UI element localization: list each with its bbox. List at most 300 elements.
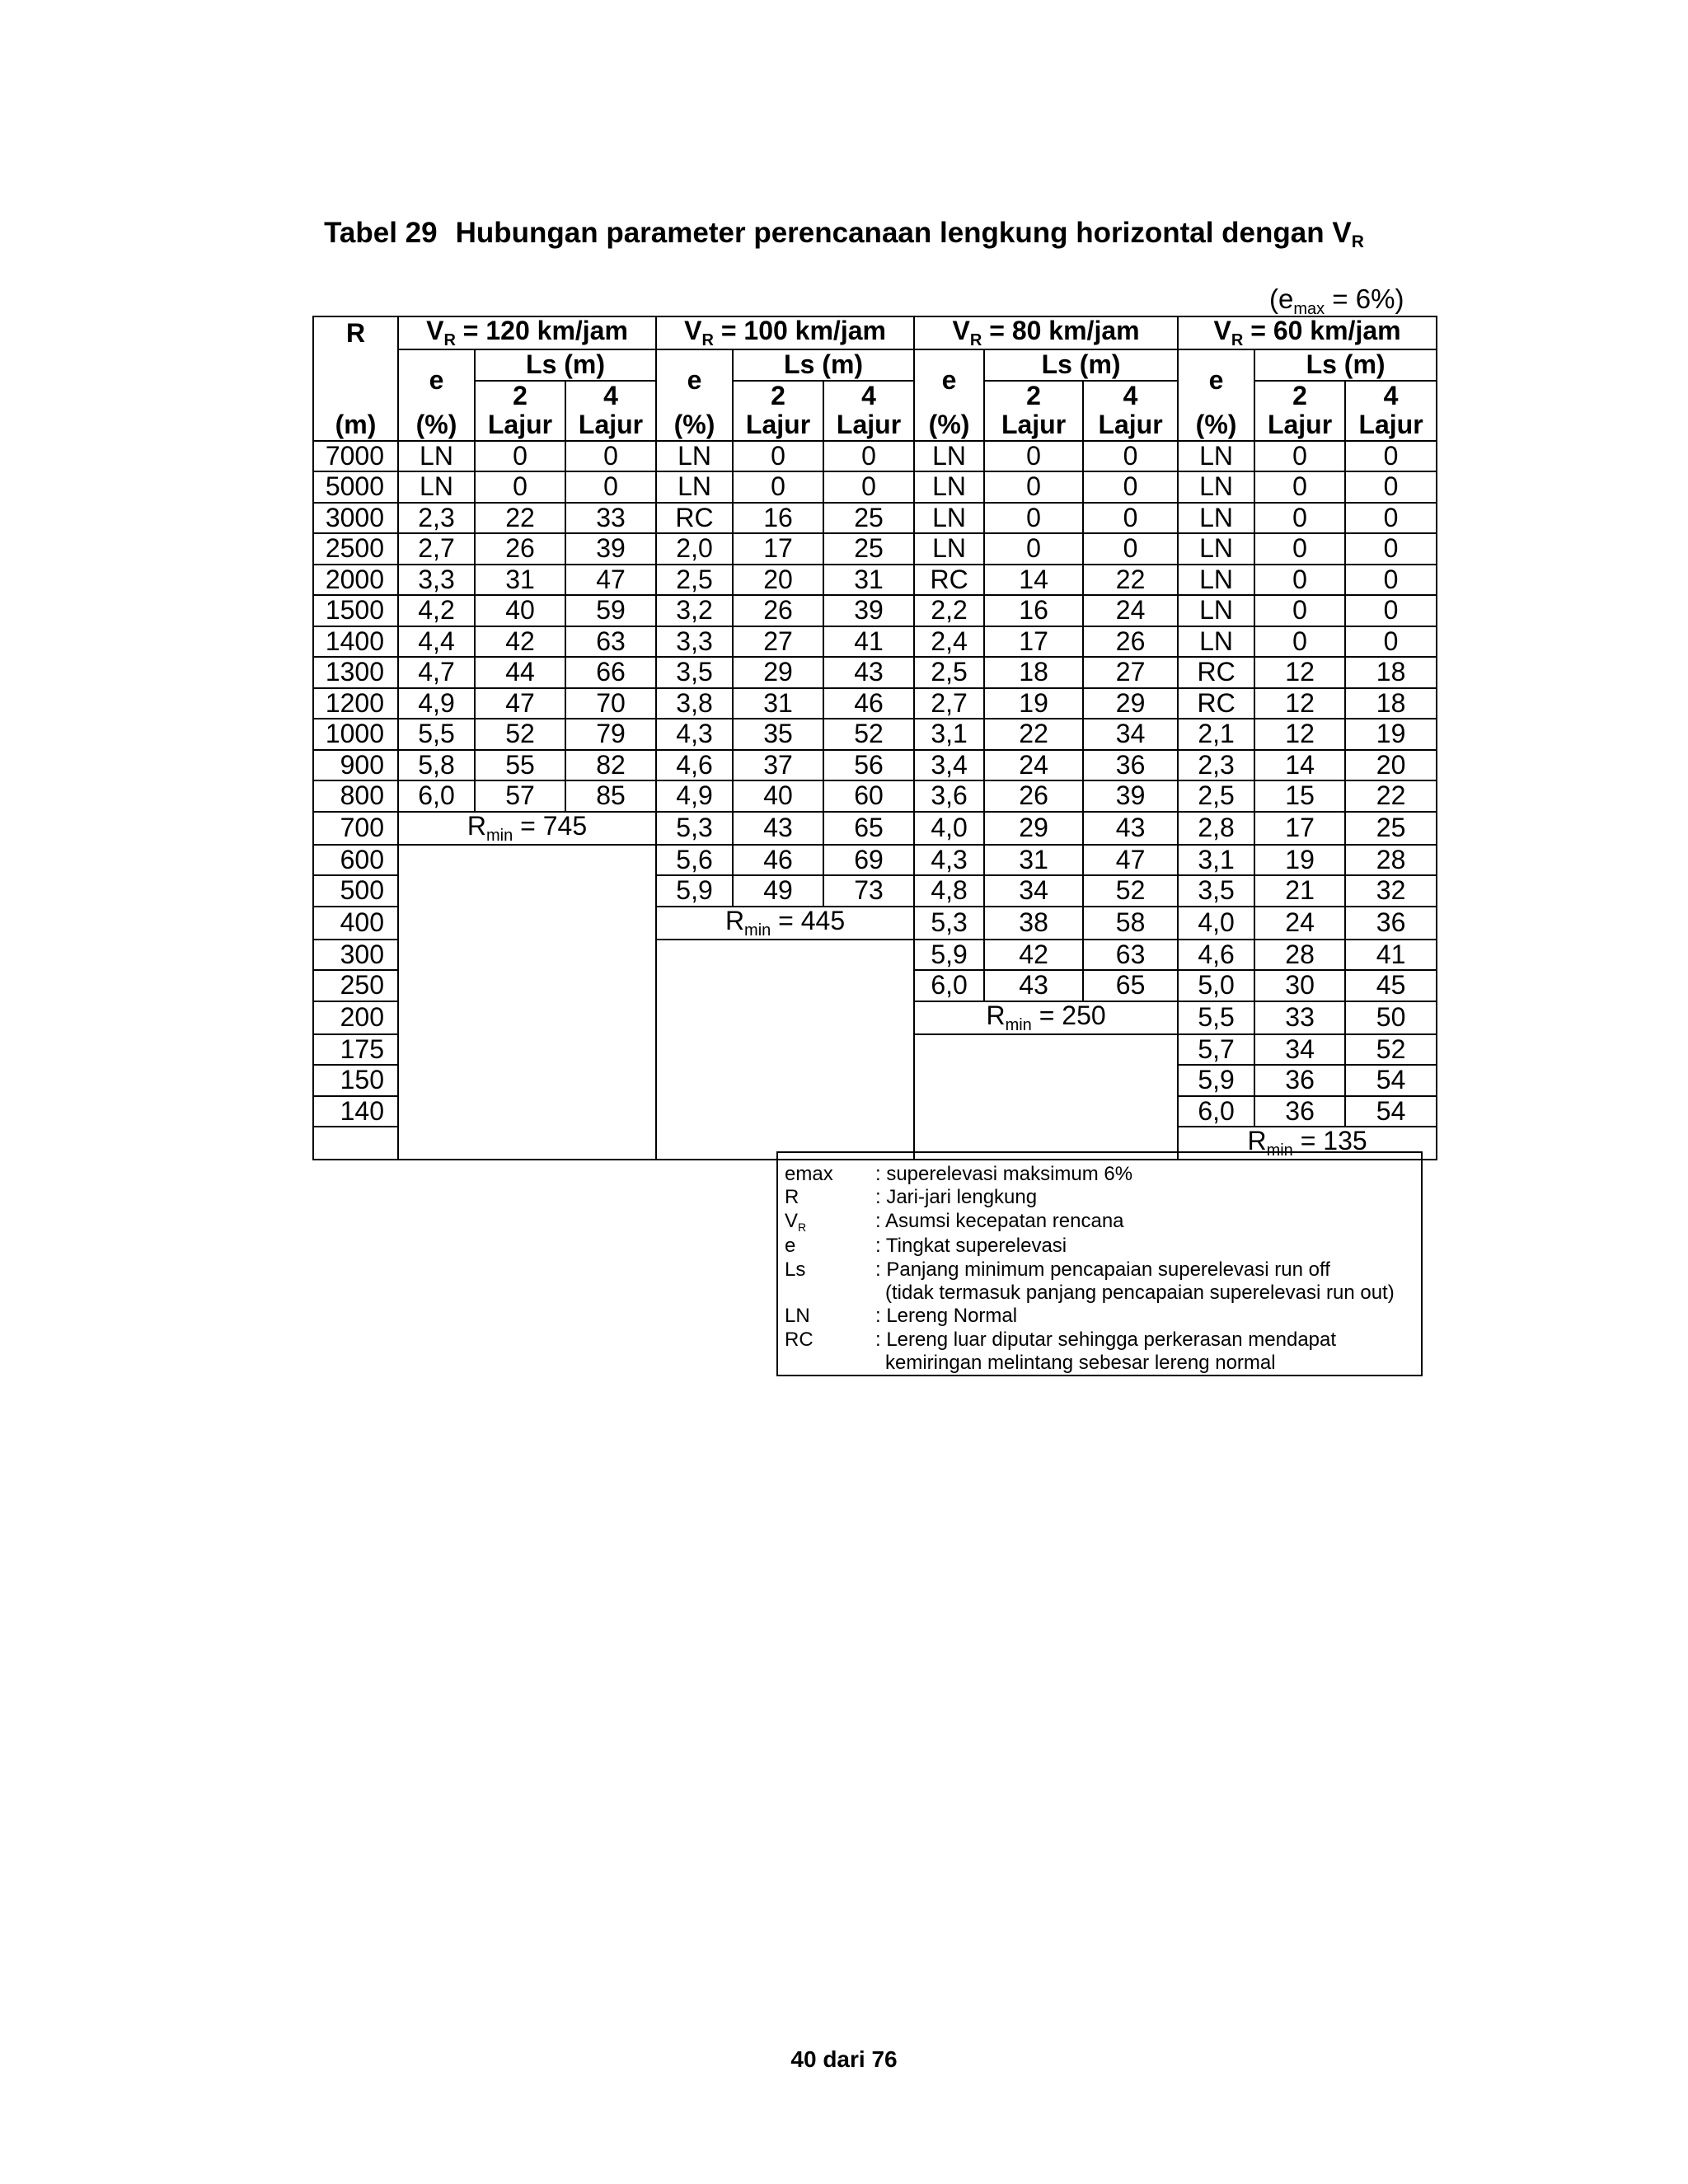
superelevation-cell: 4,9 bbox=[398, 688, 475, 719]
col-header-e-unit: (%) bbox=[1178, 410, 1254, 441]
rmin-cell: $R_{min} = 745$ bbox=[398, 812, 656, 845]
ls-2-lane-cell: 22 bbox=[984, 719, 1083, 750]
ls-4-lane-cell: 0 bbox=[1345, 533, 1437, 565]
ls-2-lane-cell: 26 bbox=[475, 533, 565, 565]
superelevation-cell: 4,6 bbox=[1178, 940, 1254, 971]
superelevation-cell: 2,2 bbox=[914, 595, 984, 626]
ls-2-lane-cell: 19 bbox=[1254, 845, 1345, 876]
superelevation-cell: LN bbox=[656, 471, 733, 503]
emax-note-sub: max bbox=[1293, 300, 1325, 318]
ls-2-lane-cell: 35 bbox=[733, 719, 823, 750]
table-row bbox=[313, 626, 1437, 658]
superelevation-cell: 2,3 bbox=[1178, 750, 1254, 781]
col-header-lane4-num: 4 bbox=[1345, 381, 1437, 411]
superelevation-cell: LN bbox=[398, 441, 475, 472]
legend-value: : Jari-jari lengkung bbox=[875, 1186, 1038, 1209]
empty-area bbox=[656, 940, 914, 1160]
radius-cell: 400 bbox=[313, 907, 398, 940]
ls-4-lane-cell: 25 bbox=[1345, 812, 1437, 845]
ls-2-lane-cell: 17 bbox=[1254, 812, 1345, 845]
ls-2-lane-cell: 15 bbox=[1254, 780, 1345, 812]
ls-4-lane-cell: 33 bbox=[565, 503, 656, 534]
superelevation-cell: 3,2 bbox=[656, 595, 733, 626]
ls-2-lane-cell: 31 bbox=[984, 845, 1083, 876]
ls-2-lane-cell: 17 bbox=[984, 626, 1083, 658]
ls-2-lane-cell: 12 bbox=[1254, 657, 1345, 688]
superelevation-cell: 5,9 bbox=[914, 940, 984, 971]
col-header-e-unit: (%) bbox=[914, 410, 984, 441]
superelevation-cell: LN bbox=[1178, 441, 1254, 472]
legend-value: : Lereng Normal bbox=[875, 1305, 1018, 1328]
ls-2-lane-cell: 21 bbox=[1254, 875, 1345, 907]
superelevation-cell: RC bbox=[1178, 657, 1254, 688]
ls-4-lane-cell: 66 bbox=[565, 657, 656, 688]
legend-key: R bbox=[785, 1186, 799, 1209]
col-header-e: e bbox=[1178, 349, 1254, 410]
ls-4-lane-cell: 50 bbox=[1345, 1001, 1437, 1034]
superelevation-cell: RC bbox=[656, 503, 733, 534]
legend-key: e bbox=[785, 1235, 796, 1258]
col-header-lane4-word: Lajur bbox=[1345, 410, 1437, 441]
ls-2-lane-cell: 28 bbox=[1254, 940, 1345, 971]
ls-4-lane-cell: 0 bbox=[565, 471, 656, 503]
col-header-lane2-num: 2 bbox=[984, 381, 1083, 411]
rmin-cell: $R_{min} = 135$ bbox=[1178, 1127, 1437, 1160]
ls-2-lane-cell: 37 bbox=[733, 750, 823, 781]
superelevation-cell: 3,1 bbox=[1178, 845, 1254, 876]
ls-4-lane-cell: 22 bbox=[1083, 565, 1178, 596]
ls-4-lane-cell: 39 bbox=[823, 595, 914, 626]
col-header-ls: Ls (m) bbox=[1254, 349, 1437, 381]
legend-row bbox=[785, 1305, 1421, 1328]
legend-value: : Lereng luar diputar sehingga perkerasan mendapat bbox=[875, 1328, 1337, 1351]
col-header-e: e bbox=[398, 349, 475, 410]
radius-cell: 600 bbox=[313, 845, 398, 876]
empty-area bbox=[398, 845, 656, 1160]
col-header-e-unit: (%) bbox=[656, 410, 733, 441]
ls-2-lane-cell: 34 bbox=[984, 875, 1083, 907]
superelevation-cell: 4,9 bbox=[656, 780, 733, 812]
ls-2-lane-cell: 0 bbox=[1254, 441, 1345, 472]
ls-4-lane-cell: 34 bbox=[1083, 719, 1178, 750]
legend-row bbox=[785, 1329, 1421, 1352]
ls-2-lane-cell: 18 bbox=[984, 657, 1083, 688]
rmin-cell: $R_{min} = 250$ bbox=[914, 1001, 1178, 1034]
superelevation-cell: 5,6 bbox=[656, 845, 733, 876]
superelevation-cell: 3,3 bbox=[398, 565, 475, 596]
ls-4-lane-cell: 47 bbox=[565, 565, 656, 596]
rmin-cell: $R_{min} = 445$ bbox=[656, 907, 914, 940]
superelevation-cell: 2,3 bbox=[398, 503, 475, 534]
table-caption bbox=[0, 213, 1688, 258]
col-header-lane2-num: 2 bbox=[475, 381, 565, 411]
legend-value: : Asumsi kecepatan rencana bbox=[875, 1209, 1124, 1232]
col-header-e-unit: (%) bbox=[398, 410, 475, 441]
superelevation-cell: 4,8 bbox=[914, 875, 984, 907]
ls-2-lane-cell: 43 bbox=[733, 812, 823, 845]
superelevation-cell: 2,7 bbox=[914, 688, 984, 719]
table-row bbox=[313, 750, 1437, 781]
superelevation-cell: 5,5 bbox=[1178, 1001, 1254, 1034]
ls-4-lane-cell: 24 bbox=[1083, 595, 1178, 626]
superelevation-cell: 5,9 bbox=[1178, 1065, 1254, 1096]
ls-4-lane-cell: 18 bbox=[1345, 688, 1437, 719]
table-row bbox=[313, 688, 1437, 719]
col-header-r-blank bbox=[313, 349, 398, 381]
ls-2-lane-cell: 31 bbox=[733, 688, 823, 719]
speed-group-header: $V_R = 80$ km/jam bbox=[914, 316, 1178, 349]
ls-2-lane-cell: 0 bbox=[1254, 471, 1345, 503]
ls-4-lane-cell: 0 bbox=[1345, 626, 1437, 658]
ls-2-lane-cell: 26 bbox=[984, 780, 1083, 812]
speed-group-header: $V_R = 60$ km/jam bbox=[1178, 316, 1437, 349]
superelevation-cell: LN bbox=[1178, 533, 1254, 565]
legend-row bbox=[785, 1282, 1421, 1305]
ls-4-lane-cell: 82 bbox=[565, 750, 656, 781]
ls-4-lane-cell: 52 bbox=[1083, 875, 1178, 907]
superelevation-cell: 6,0 bbox=[914, 970, 984, 1001]
table-row bbox=[313, 812, 1437, 845]
page-number: 40 dari 76 bbox=[790, 2046, 898, 2072]
ls-4-lane-cell: 36 bbox=[1083, 750, 1178, 781]
ls-4-lane-cell: 32 bbox=[1345, 875, 1437, 907]
caption-subscript: R bbox=[1351, 232, 1364, 251]
ls-2-lane-cell: 0 bbox=[984, 503, 1083, 534]
radius-cell: 1300 bbox=[313, 657, 398, 688]
legend-row bbox=[785, 1235, 1421, 1258]
ls-4-lane-cell: 31 bbox=[823, 565, 914, 596]
ls-4-lane-cell: 79 bbox=[565, 719, 656, 750]
table-row bbox=[313, 565, 1437, 596]
radius-cell: 500 bbox=[313, 875, 398, 907]
superelevation-cell: 2,5 bbox=[1178, 780, 1254, 812]
col-header-lane4-word: Lajur bbox=[1083, 410, 1178, 441]
superelevation-cell: 2,4 bbox=[914, 626, 984, 658]
ls-2-lane-cell: 12 bbox=[1254, 688, 1345, 719]
superelevation-cell: LN bbox=[1178, 565, 1254, 596]
ls-4-lane-cell: 59 bbox=[565, 595, 656, 626]
superelevation-cell: 6,0 bbox=[398, 780, 475, 812]
ls-2-lane-cell: 16 bbox=[733, 503, 823, 534]
table-row bbox=[313, 657, 1437, 688]
ls-4-lane-cell: 0 bbox=[1345, 503, 1437, 534]
ls-4-lane-cell: 0 bbox=[1083, 471, 1178, 503]
superelevation-cell: LN bbox=[1178, 595, 1254, 626]
ls-2-lane-cell: 49 bbox=[733, 875, 823, 907]
ls-4-lane-cell: 36 bbox=[1345, 907, 1437, 940]
ls-2-lane-cell: 0 bbox=[1254, 595, 1345, 626]
ls-4-lane-cell: 0 bbox=[565, 441, 656, 472]
ls-4-lane-cell: 73 bbox=[823, 875, 914, 907]
ls-4-lane-cell: 0 bbox=[823, 441, 914, 472]
superelevation-cell: 3,4 bbox=[914, 750, 984, 781]
ls-2-lane-cell: 40 bbox=[475, 595, 565, 626]
ls-2-lane-cell: 52 bbox=[475, 719, 565, 750]
superelevation-cell: 6,0 bbox=[1178, 1096, 1254, 1127]
legend-row bbox=[785, 1163, 1421, 1186]
ls-2-lane-cell: 33 bbox=[1254, 1001, 1345, 1034]
ls-4-lane-cell: 20 bbox=[1345, 750, 1437, 781]
ls-2-lane-cell: 17 bbox=[733, 533, 823, 565]
ls-2-lane-cell: 55 bbox=[475, 750, 565, 781]
ls-2-lane-cell: 19 bbox=[984, 688, 1083, 719]
ls-2-lane-cell: 16 bbox=[984, 595, 1083, 626]
col-header-lane2-num: 2 bbox=[733, 381, 823, 411]
superelevation-cell: LN bbox=[656, 441, 733, 472]
radius-cell: 900 bbox=[313, 750, 398, 781]
ls-4-lane-cell: 69 bbox=[823, 845, 914, 876]
ls-2-lane-cell: 0 bbox=[1254, 503, 1345, 534]
speed-group-header: $V_R = 100$ km/jam bbox=[656, 316, 914, 349]
ls-2-lane-cell: 22 bbox=[475, 503, 565, 534]
ls-4-lane-cell: 39 bbox=[1083, 780, 1178, 812]
superelevation-cell: 2,5 bbox=[656, 565, 733, 596]
legend-key: emax bbox=[785, 1163, 833, 1185]
table-row bbox=[313, 533, 1437, 565]
ls-4-lane-cell: 65 bbox=[1083, 970, 1178, 1001]
ls-2-lane-cell: 0 bbox=[733, 471, 823, 503]
legend-value: : Tingkat superelevasi bbox=[875, 1235, 1067, 1258]
ls-4-lane-cell: 29 bbox=[1083, 688, 1178, 719]
ls-2-lane-cell: 0 bbox=[475, 471, 565, 503]
ls-4-lane-cell: 0 bbox=[1345, 441, 1437, 472]
ls-4-lane-cell: 45 bbox=[1345, 970, 1437, 1001]
col-header-e: e bbox=[914, 349, 984, 410]
radius-cell: 1400 bbox=[313, 626, 398, 658]
legend-key bbox=[785, 1352, 875, 1375]
superelevation-cell: LN bbox=[914, 503, 984, 534]
ls-4-lane-cell: 43 bbox=[1083, 812, 1178, 845]
ls-4-lane-cell: 0 bbox=[1345, 565, 1437, 596]
ls-2-lane-cell: 24 bbox=[1254, 907, 1345, 940]
superelevation-cell: 3,5 bbox=[656, 657, 733, 688]
ls-2-lane-cell: 30 bbox=[1254, 970, 1345, 1001]
ls-4-lane-cell: 41 bbox=[823, 626, 914, 658]
ls-2-lane-cell: 36 bbox=[1254, 1096, 1345, 1127]
ls-4-lane-cell: 0 bbox=[1345, 471, 1437, 503]
legend-row bbox=[785, 1352, 1421, 1375]
legend-box bbox=[776, 1151, 1423, 1376]
ls-2-lane-cell: 27 bbox=[733, 626, 823, 658]
superelevation-cell: LN bbox=[1178, 503, 1254, 534]
legend-value: : superelevasi maksimum 6% bbox=[875, 1163, 1133, 1185]
emax-note-open: (e bbox=[1269, 284, 1294, 314]
ls-2-lane-cell: 0 bbox=[984, 471, 1083, 503]
ls-4-lane-cell: 26 bbox=[1083, 626, 1178, 658]
table-row bbox=[313, 471, 1437, 503]
legend-key: $V_R$ bbox=[785, 1209, 807, 1234]
ls-4-lane-cell: 18 bbox=[1345, 657, 1437, 688]
ls-2-lane-cell: 0 bbox=[1254, 626, 1345, 658]
emax-note bbox=[1269, 283, 1404, 320]
ls-4-lane-cell: 41 bbox=[1345, 940, 1437, 971]
ls-4-lane-cell: 22 bbox=[1345, 780, 1437, 812]
ls-4-lane-cell: 25 bbox=[823, 533, 914, 565]
table-row bbox=[313, 780, 1437, 812]
superelevation-cell: 4,7 bbox=[398, 657, 475, 688]
ls-2-lane-cell: 47 bbox=[475, 688, 565, 719]
legend-key bbox=[785, 1282, 875, 1305]
superelevation-cell: 4,0 bbox=[1178, 907, 1254, 940]
legend-value: : Panjang minimum pencapaian superelevasi run off bbox=[875, 1258, 1330, 1281]
superelevation-cell: 4,0 bbox=[914, 812, 984, 845]
superelevation-cell: 3,8 bbox=[656, 688, 733, 719]
ls-4-lane-cell: 70 bbox=[565, 688, 656, 719]
ls-2-lane-cell: 36 bbox=[1254, 1065, 1345, 1096]
col-header-lane2-word: Lajur bbox=[1254, 410, 1345, 441]
ls-4-lane-cell: 85 bbox=[565, 780, 656, 812]
radius-cell: 2500 bbox=[313, 533, 398, 565]
superelevation-cell: 5,9 bbox=[656, 875, 733, 907]
radius-cell: 3000 bbox=[313, 503, 398, 534]
superelevation-cell: 2,0 bbox=[656, 533, 733, 565]
superelevation-cell: 4,2 bbox=[398, 595, 475, 626]
ls-4-lane-cell: 27 bbox=[1083, 657, 1178, 688]
superelevation-cell: 4,6 bbox=[656, 750, 733, 781]
ls-4-lane-cell: 58 bbox=[1083, 907, 1178, 940]
superelevation-cell: 5,7 bbox=[1178, 1034, 1254, 1066]
ls-4-lane-cell: 56 bbox=[823, 750, 914, 781]
table-row bbox=[313, 595, 1437, 626]
ls-2-lane-cell: 34 bbox=[1254, 1034, 1345, 1066]
ls-2-lane-cell: 44 bbox=[475, 657, 565, 688]
ls-2-lane-cell: 20 bbox=[733, 565, 823, 596]
ls-4-lane-cell: 25 bbox=[823, 503, 914, 534]
ls-2-lane-cell: 46 bbox=[733, 845, 823, 876]
superelevation-cell: LN bbox=[1178, 471, 1254, 503]
table-row bbox=[313, 719, 1437, 750]
ls-2-lane-cell: 14 bbox=[984, 565, 1083, 596]
ls-4-lane-cell: 28 bbox=[1345, 845, 1437, 876]
superelevation-cell: 2,8 bbox=[1178, 812, 1254, 845]
superelevation-cell: 3,5 bbox=[1178, 875, 1254, 907]
table-row bbox=[313, 845, 1437, 876]
superelevation-cell: LN bbox=[914, 441, 984, 472]
legend-key: LN bbox=[785, 1305, 810, 1328]
ls-2-lane-cell: 29 bbox=[733, 657, 823, 688]
superelevation-cell: 4,4 bbox=[398, 626, 475, 658]
superelevation-cell: 2,5 bbox=[914, 657, 984, 688]
col-header-r-blank bbox=[313, 381, 398, 411]
ls-2-lane-cell: 0 bbox=[1254, 565, 1345, 596]
legend-row bbox=[785, 1186, 1421, 1209]
legend-key: Ls bbox=[785, 1258, 806, 1281]
ls-4-lane-cell: 60 bbox=[823, 780, 914, 812]
superelevation-cell: 3,6 bbox=[914, 780, 984, 812]
superelevation-cell: 3,1 bbox=[914, 719, 984, 750]
emax-note-rest: = 6%) bbox=[1325, 284, 1404, 314]
table-number: Tabel 29 bbox=[324, 217, 438, 249]
ls-4-lane-cell: 0 bbox=[1083, 533, 1178, 565]
ls-4-lane-cell: 52 bbox=[1345, 1034, 1437, 1066]
legend-value: (tidak termasuk panjang pencapaian superelevasi run out) bbox=[885, 1282, 1395, 1305]
col-header-lane4-word: Lajur bbox=[565, 410, 656, 441]
col-header-e: e bbox=[656, 349, 733, 410]
superelevation-cell: 5,3 bbox=[914, 907, 984, 940]
superelevation-cell: 2,7 bbox=[398, 533, 475, 565]
ls-2-lane-cell: 12 bbox=[1254, 719, 1345, 750]
ls-4-lane-cell: 43 bbox=[823, 657, 914, 688]
ls-4-lane-cell: 0 bbox=[823, 471, 914, 503]
superelevation-cell: 2,1 bbox=[1178, 719, 1254, 750]
radius-cell: 140 bbox=[313, 1096, 398, 1127]
col-header-lane2-num: 2 bbox=[1254, 381, 1345, 411]
ls-2-lane-cell: 29 bbox=[984, 812, 1083, 845]
col-header-r: R bbox=[313, 316, 398, 349]
ls-2-lane-cell: 57 bbox=[475, 780, 565, 812]
ls-4-lane-cell: 63 bbox=[565, 626, 656, 658]
ls-4-lane-cell: 0 bbox=[1083, 503, 1178, 534]
col-header-lane2-word: Lajur bbox=[733, 410, 823, 441]
ls-4-lane-cell: 52 bbox=[823, 719, 914, 750]
radius-cell: 1000 bbox=[313, 719, 398, 750]
ls-2-lane-cell: 43 bbox=[984, 970, 1083, 1001]
ls-2-lane-cell: 0 bbox=[733, 441, 823, 472]
ls-2-lane-cell: 38 bbox=[984, 907, 1083, 940]
ls-2-lane-cell: 40 bbox=[733, 780, 823, 812]
ls-2-lane-cell: 0 bbox=[984, 533, 1083, 565]
superelevation-cell: 4,3 bbox=[914, 845, 984, 876]
ls-2-lane-cell: 42 bbox=[984, 940, 1083, 971]
ls-4-lane-cell: 54 bbox=[1345, 1096, 1437, 1127]
superelevation-cell: 3,3 bbox=[656, 626, 733, 658]
superelevation-cell: LN bbox=[1178, 626, 1254, 658]
ls-4-lane-cell: 63 bbox=[1083, 940, 1178, 971]
table-row bbox=[313, 441, 1437, 472]
col-header-lane4-word: Lajur bbox=[823, 410, 914, 441]
radius-cell: 1500 bbox=[313, 595, 398, 626]
radius-cell: 7000 bbox=[313, 441, 398, 472]
empty-area bbox=[914, 1034, 1178, 1160]
ls-2-lane-cell: 0 bbox=[984, 441, 1083, 472]
ls-2-lane-cell: 14 bbox=[1254, 750, 1345, 781]
col-header-lane4-num: 4 bbox=[823, 381, 914, 411]
ls-4-lane-cell: 65 bbox=[823, 812, 914, 845]
radius-cell: 1200 bbox=[313, 688, 398, 719]
col-header-lane2-word: Lajur bbox=[475, 410, 565, 441]
col-header-lane2-word: Lajur bbox=[984, 410, 1083, 441]
superelevation-cell: RC bbox=[1178, 688, 1254, 719]
superelevation-cell: 5,3 bbox=[656, 812, 733, 845]
caption-text: Hubungan parameter perencanaan lengkung horizontal dengan V bbox=[455, 217, 1352, 249]
legend-row bbox=[785, 1258, 1421, 1282]
ls-4-lane-cell: 54 bbox=[1345, 1065, 1437, 1096]
ls-4-lane-cell: 0 bbox=[1345, 595, 1437, 626]
superelevation-cell: 5,8 bbox=[398, 750, 475, 781]
ls-4-lane-cell: 19 bbox=[1345, 719, 1437, 750]
superelevation-cell: 4,3 bbox=[656, 719, 733, 750]
radius-cell bbox=[313, 1127, 398, 1160]
speed-group-header: $V_R = 120$ km/jam bbox=[398, 316, 656, 349]
radius-cell: 700 bbox=[313, 812, 398, 845]
col-header-lane4-num: 4 bbox=[565, 381, 656, 411]
superelevation-cell: LN bbox=[914, 533, 984, 565]
superelevation-cell: LN bbox=[398, 471, 475, 503]
radius-cell: 200 bbox=[313, 1001, 398, 1034]
radius-cell: 150 bbox=[313, 1065, 398, 1096]
ls-2-lane-cell: 31 bbox=[475, 565, 565, 596]
ls-2-lane-cell: 0 bbox=[475, 441, 565, 472]
col-header-ls: Ls (m) bbox=[475, 349, 656, 381]
col-header-r-unit: (m) bbox=[313, 410, 398, 441]
radius-cell: 5000 bbox=[313, 471, 398, 503]
ls-4-lane-cell: 39 bbox=[565, 533, 656, 565]
superelevation-cell: 5,5 bbox=[398, 719, 475, 750]
ls-4-lane-cell: 47 bbox=[1083, 845, 1178, 876]
horizontal-curve-table bbox=[312, 316, 1437, 1160]
table-row bbox=[313, 503, 1437, 534]
legend-key: RC bbox=[785, 1328, 814, 1351]
